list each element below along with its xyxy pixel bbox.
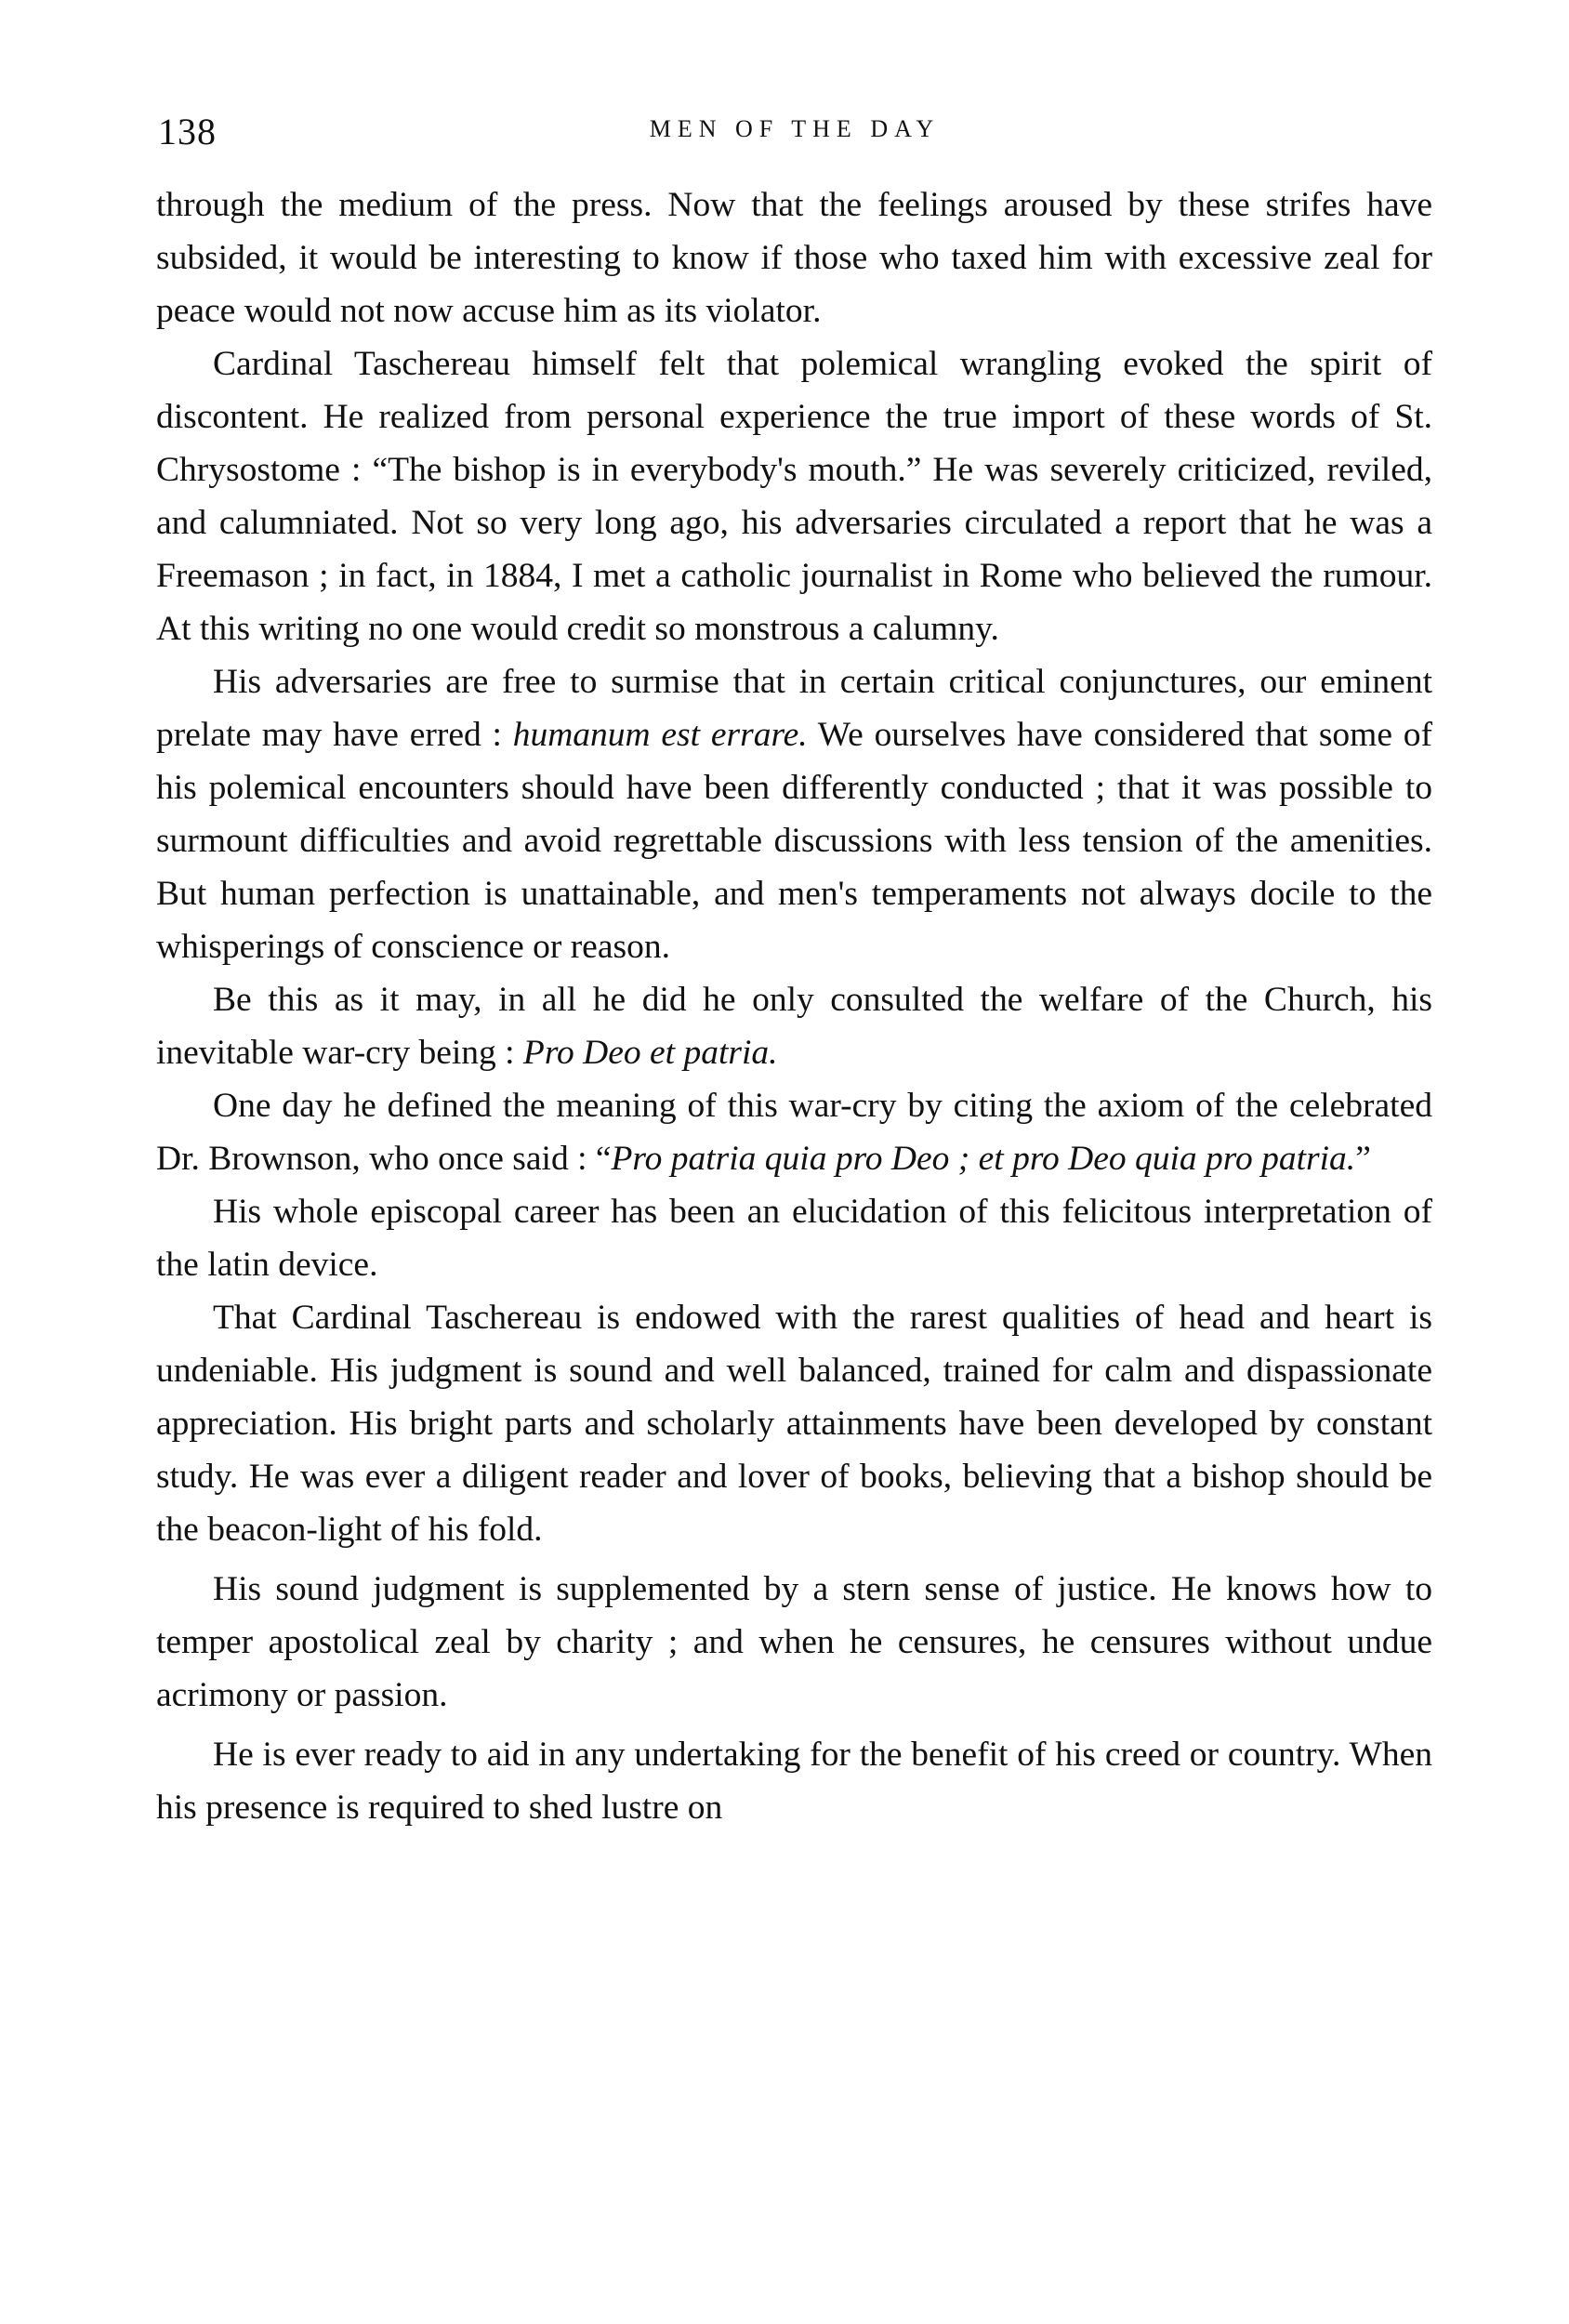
running-title: MEN OF THE DAY bbox=[649, 115, 941, 142]
paragraph bbox=[156, 337, 1432, 655]
paragraph-text: His sound judgment is supplemented by a stern sense of justice. He knows how to temper apostolical zeal by charity ; and when he censures, he censures without undue acrimony or passion. bbox=[156, 1570, 1432, 1714]
latin-quotation: Pro patria quia pro Deo ; et pro Deo quia pro patria. bbox=[611, 1140, 1356, 1178]
paragraph-text: He is ever ready to aid in any undertaking for the benefit of his creed or country. When his presence is required to shed lustre on bbox=[156, 1736, 1432, 1827]
paragraph-text: We ourselves have considered that some of his polemical encounters should have been differently conducted ; that it was possible to surmount difficulties and avoid regrettable discussions with less tension of the amenities. But human perfection is unattainable, and men's temperaments not always docile to the whisperings of conscience or reason. bbox=[156, 716, 1433, 966]
paragraph-text: Cardinal Taschereau himself felt that polemical wrangling evoked the spirit of discontent. He realized from personal experience the true import of these words of St. Chrysostome : “The bishop is in everybody's mouth.” He was severely criticized, reviled, and calumniated. Not so very long ago, his adversaries circulated a report that he was a Freemason ; in fact, in 1884, I met a catholic journalist in Rome who believed the rumour. At this writing no one would credit so monstrous a calumny. bbox=[156, 345, 1432, 648]
paragraph bbox=[156, 1728, 1432, 1834]
closing-quote: ” bbox=[1355, 1140, 1371, 1178]
paragraph-text: Be this as it may, in all he did he only consulted the welfare of the Church, his inevitable war-cry being : bbox=[156, 981, 1432, 1072]
paragraph bbox=[156, 1185, 1432, 1291]
paragraph-text: One day he defined the meaning of this war-cry by citing the axiom of the celebrated Dr. Brownson, who once said : “ bbox=[156, 1087, 1432, 1178]
page-number: 138 bbox=[158, 111, 217, 152]
paragraph bbox=[156, 178, 1432, 337]
paragraph bbox=[156, 973, 1432, 1079]
paragraph-text: That Cardinal Taschereau is endowed with the rarest qualities of head and heart is undeniable. His judgment is sound and well balanced, trained for calm and dispassionate appreciation. His bright parts and scholarly attainments have been developed by constant study. He was ever a diligent reader and lover of books, believing that a bishop should be the beacon-light of his fold. bbox=[156, 1299, 1432, 1549]
paragraph bbox=[156, 1079, 1432, 1185]
latin-phrase: humanum est errare. bbox=[512, 716, 808, 754]
paragraph-text: through the medium of the press. Now that the feelings aroused by these strifes have subsided, it would be interesting to know if those who taxed him with excessive zeal for peace would not now accuse him as its violator. bbox=[156, 186, 1432, 330]
body-text bbox=[156, 178, 1432, 1834]
paragraph bbox=[156, 1563, 1432, 1722]
paragraph-text: His adversaries are free to surmise that in certain critical conjunctures, our eminent prelate may have erred : bbox=[156, 663, 1432, 754]
paragraph-text: His whole episcopal career has been an elucidation of this felicitous interpretation of the latin device. bbox=[156, 1193, 1432, 1284]
running-head bbox=[158, 110, 1431, 156]
latin-phrase: Pro Deo et patria. bbox=[522, 1034, 778, 1072]
paragraph bbox=[156, 655, 1432, 973]
paragraph bbox=[156, 1291, 1432, 1556]
